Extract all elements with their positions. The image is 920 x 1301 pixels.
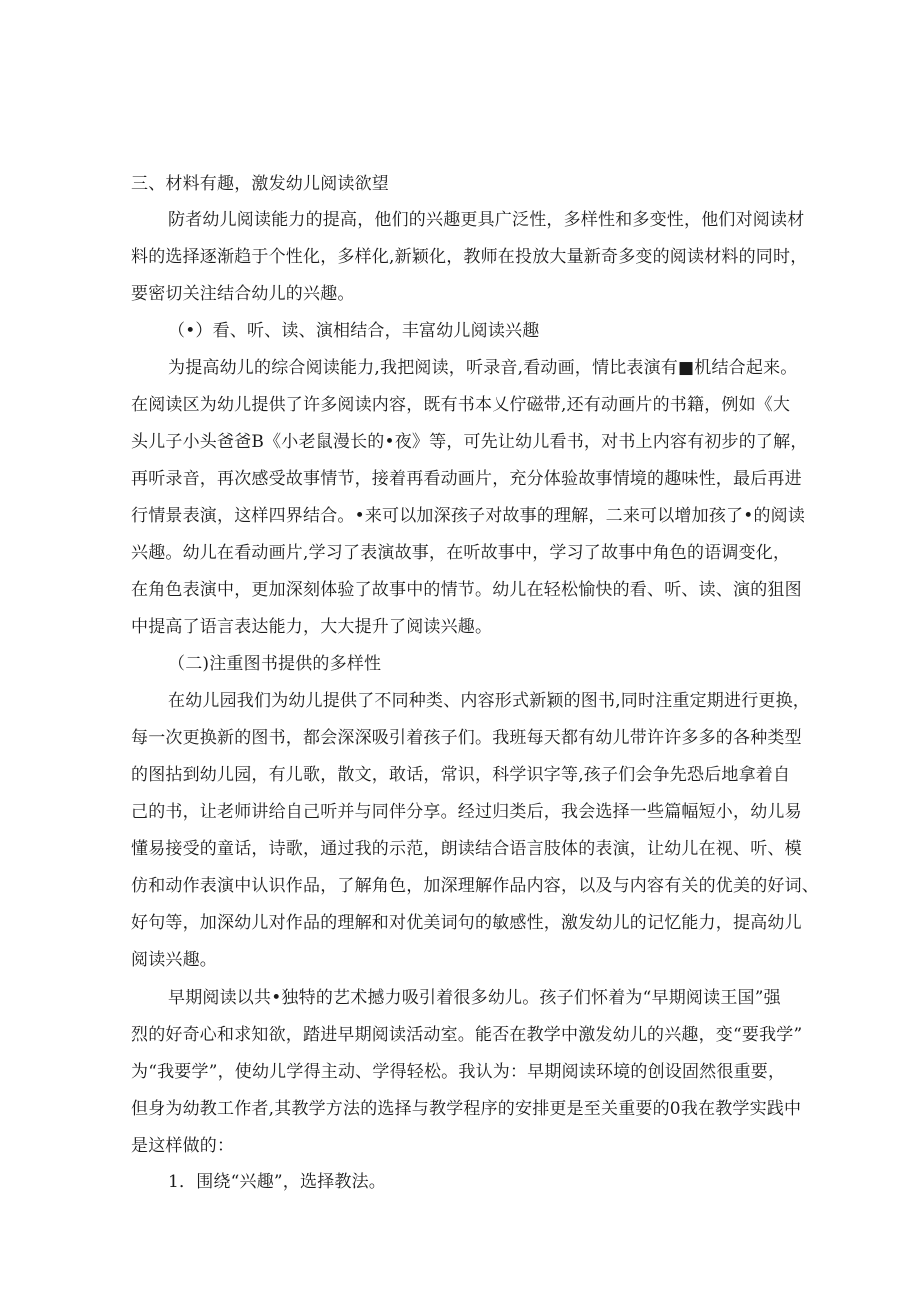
paragraph-line: 的图拈到幼儿园，有儿歌，散文，敢话，常识，科学识字等,孩子们会争先恐后地拿着自 (131, 765, 791, 785)
paragraph-line: 中提高了语言表达能力，大大提升了阅读兴趣。 (131, 617, 493, 637)
paragraph-line: 在阅读区为幼儿提供了许多阅读内容，既有书本乂佇磁带,还有动画片的书籍，例如《大 (131, 395, 791, 415)
paragraph-line: 头儿子小头爸爸B《小老鼠漫长的•夜》等，可先让幼儿看书，对书上内容有初步的了解， (131, 432, 808, 452)
paragraph-line: 要密切关注结合幼儿的兴趣。 (131, 284, 355, 304)
paragraph-line: 阅读兴趣。 (131, 950, 217, 970)
paragraph-line: 在角色表演中，更加深刻体验了故事中的情节。幼儿在轻松愉快的看、听、读、演的狙图 (131, 580, 802, 600)
paragraph-line: 懂易接受的童话，诗歌，通过我的示范，朗读结合语言肢体的表演，让幼儿在视、听、模 (131, 839, 802, 859)
paragraph-line: 料的选择逐渐趋于个性化，多样化,新颖化，教师在投放大量新奇多变的阅读材料的同时， (131, 247, 808, 267)
paragraph-line: 是这样做的： (131, 1136, 235, 1156)
list-item: 1．围绕“兴趣”，选择教法。 (168, 1172, 386, 1192)
paragraph-line: 烈的好奇心和求知欲，踏进早期阅读活动室。能否在教学中激发幼儿的兴趣，变“要我学” (131, 1025, 803, 1045)
paragraph-line: 每一次更换新的图书，都会深深吸引着孩子们。我班每天都有幼儿带许许多多的各种类型 (131, 728, 802, 748)
paragraph-line: 兴趣。幼儿在看动画片,学习了表演故事，在听故事中，学习了故事中角色的语调变化， (131, 543, 791, 563)
paragraph-line: 为“我要学”，使幼儿学得主动、学得轻松。我认为：早期阅读环境的创设固然很重要， (131, 1062, 786, 1082)
paragraph-line: 但身为幼教工作者,其教学方法的选择与教学程序的安排更是至关重要的0我在教学实践中 (131, 1099, 802, 1119)
paragraph-line: 己的书，让老师讲给自己听并与同伴分享。经过归类后，我会选择一些篇幅短小，幼儿易 (131, 802, 802, 822)
subheading-1: （•）看、听、读、演相结合，丰富幼儿阅读兴趣 (168, 321, 540, 341)
paragraph-line: 早期阅读以共•独特的艺术撼力吸引着很多幼儿。孩子们怀着为“早期阅读王国”强 (168, 988, 781, 1008)
paragraph-line: 好句等，加深幼儿对作品的理解和对优美词句的敏感性，激发幼儿的记忆能力，提高幼儿 (131, 913, 802, 933)
paragraph-line: 为提高幼儿的综合阅读能力,我把阅读，听录音,看动画，情比表演有■机结合起来。 (168, 358, 798, 378)
section-heading: 三、材料有趣，激发幼儿阅读欲望 (131, 174, 389, 194)
paragraph-line: 行情景表演，这样四界结合。•来可以加深孩子对故事的理解，二来可以增加孩了•的阅读 (131, 506, 806, 526)
paragraph-line: 仿和动作表演中认识作品，了解角色，加深理解作品内容，以及与内容有关的优美的好词、 (131, 876, 819, 896)
paragraph-line: 在幼儿园我们为幼儿提供了不同种类、内容形式新颖的图书,同时注重定期进行更换， (168, 691, 811, 711)
paragraph-line: 再听录音，再次感受故事情节，接着再看动画片，充分体验故事情境的趣味性，最后再进 (131, 469, 802, 489)
subheading-2: （二)注重图书提供的多样性 (168, 654, 382, 674)
paragraph-line: 防者幼儿阅读能力的提高，他们的兴趣更具广泛性，多样性和多变性，他们对阅读材 (168, 210, 805, 230)
